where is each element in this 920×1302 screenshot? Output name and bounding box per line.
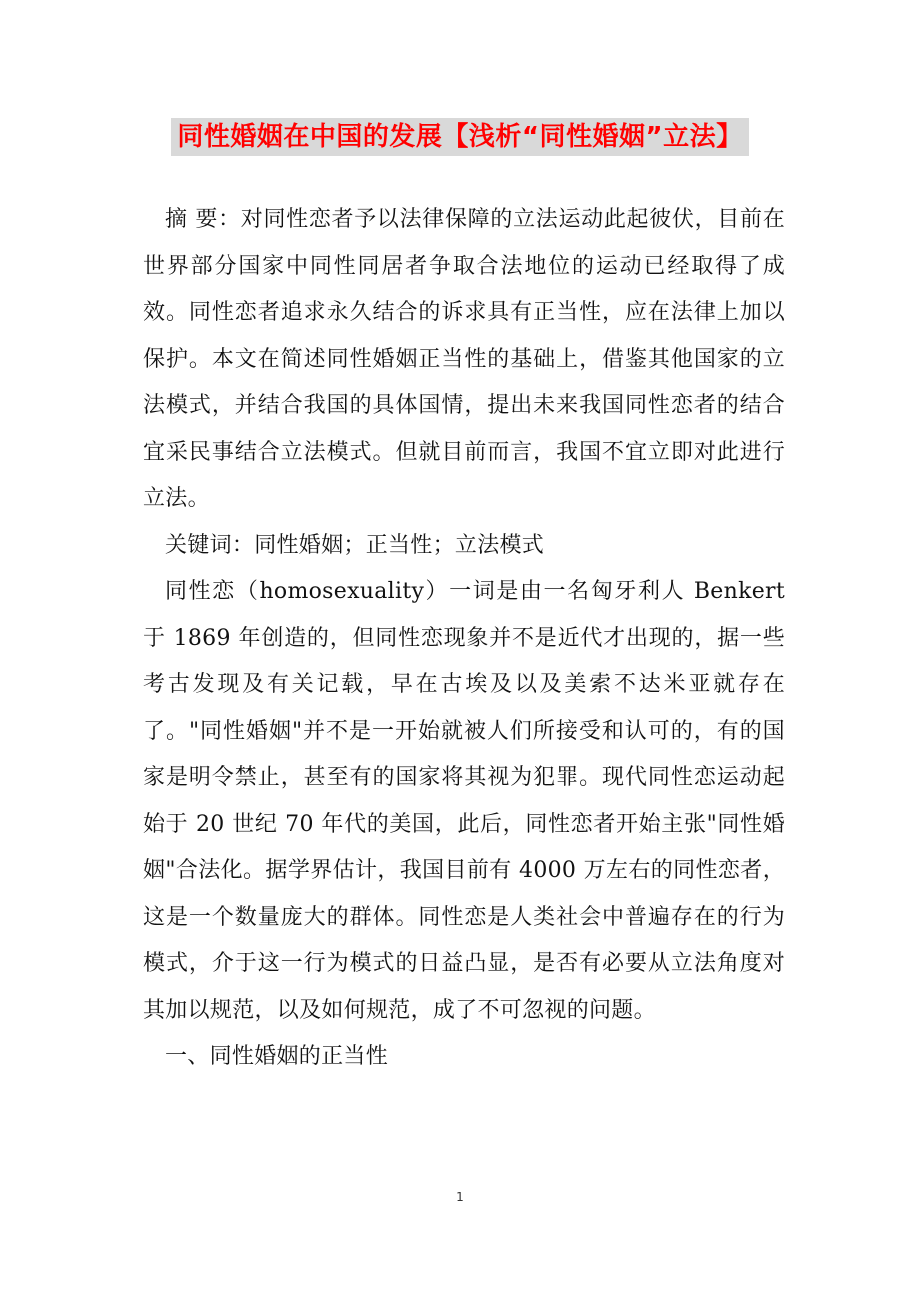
document-title: 同性婚姻在中国的发展【浅析“同性婚姻”立法】	[171, 118, 748, 156]
intro-paragraph: 同性恋（homosexuality）一词是由一名匈牙利人 Benkert 于 1869 年创造的，但同性恋现象并不是近代才出现的，据一些考古发现及有关记载，早在古埃及以及美索不达米亚就存在了。"同性婚姻"并不是一开始就被人们所接受和认可的，有的国家是明令禁止，甚至有的国家将其视为犯罪。现代同性恋运动起始于 20 世纪 70 年代的美国，此后，同性恋者开始主张"同性婚姻"合法化。据学界估计，我国目前有 4000 万左右的同性恋者，这是一个数量庞大的群体。同性恋是人类社会中普遍存在的行为模式，介于这一行为模式的日益凸显，是否有必要从立法角度对其加以规范，以及如何规范，成了不可忽视的问题。	[143, 579, 785, 1023]
abstract-paragraph: 摘 要：对同性恋者予以法律保障的立法运动此起彼伏，目前在世界部分国家中同性同居者争取合法地位的运动已经取得了成效。同性恋者追求永久结合的诉求具有正当性，应在法律上加以保护。本文在简述同性婚姻正当性的基础上，借鉴其他国家的立法模式，并结合我国的具体国情，提出未来我国同性恋者的结合宜采民事结合立法模式。但就目前而言，我国不宜立即对此进行立法。	[143, 207, 785, 511]
keywords-paragraph: 关键词：同性婚姻；正当性；立法模式	[165, 532, 545, 558]
document-body	[143, 197, 785, 1081]
section-heading: 一、同性婚姻的正当性	[165, 1044, 389, 1069]
page-number: 1	[456, 1190, 464, 1204]
title-container	[0, 118, 920, 156]
